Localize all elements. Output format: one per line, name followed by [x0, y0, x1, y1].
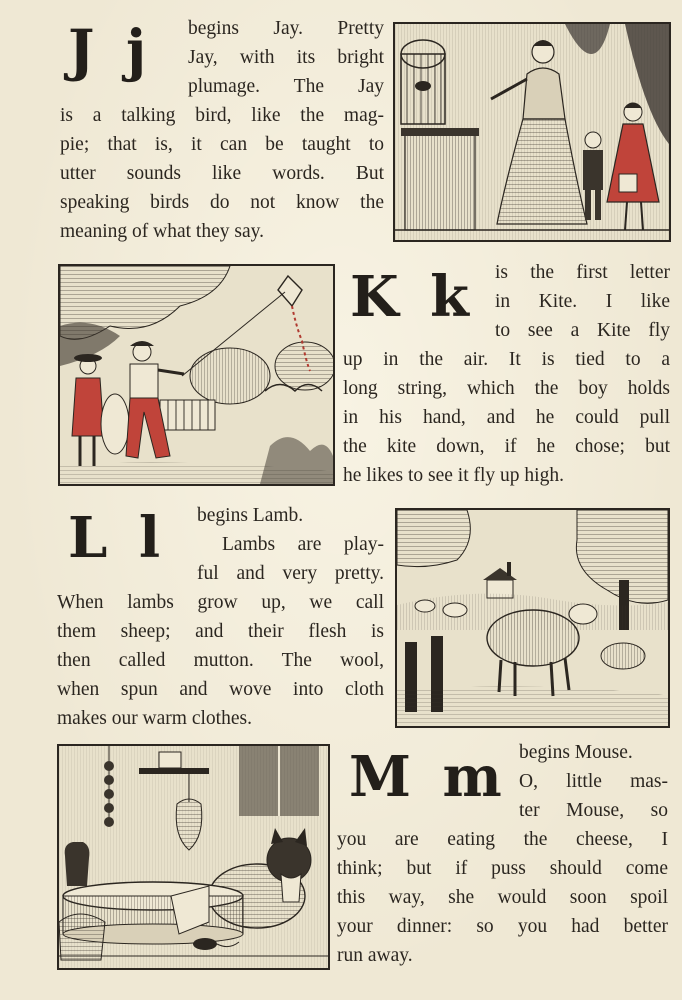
initial-letters-m: M m: [349, 744, 508, 810]
text-line: meaning of what they say.: [60, 221, 264, 242]
engraving-cat-cheese-mouse: [57, 744, 330, 970]
text-line: Jay, with its bright: [188, 47, 384, 68]
initial-letters-k: K k: [350, 264, 475, 330]
text-line: the kite down, if he chose; but: [343, 436, 670, 457]
text-line: plumage. The Jay: [188, 76, 384, 97]
text-line: this way, she would soon spoil: [337, 887, 668, 908]
text-line: up in the air. It is tied to a: [343, 349, 670, 370]
text-line: think; but if puss should come: [337, 858, 668, 879]
text-line: O, little mas-: [519, 771, 668, 792]
text-line: begins Lamb.: [197, 505, 304, 526]
text-line: to see a Kite fly: [495, 320, 670, 341]
text-line: When lambs grow up, we call: [57, 592, 384, 613]
initial-letters-l: L l: [68, 505, 167, 571]
paragraph-l: [57, 501, 384, 733]
text-line: long string, which the boy holds: [343, 378, 670, 399]
text-line: makes our warm clothes.: [57, 708, 252, 729]
text-line: he likes to see it fly up high.: [343, 465, 564, 486]
text-line: your dinner: so you had better: [337, 916, 668, 937]
text-line: run away.: [337, 945, 413, 966]
text-line: is a talking bird, like the mag-: [60, 105, 384, 126]
text-line: begins Mouse.: [519, 742, 633, 763]
text-line: you are eating the cheese, I: [337, 829, 668, 850]
text-line: when spun and wove into cloth: [57, 679, 384, 700]
text-line: ful and very pretty.: [197, 563, 384, 584]
engraving-sheep-in-field: [395, 508, 670, 728]
text-line: then called mutton. The wool,: [57, 650, 384, 671]
text-line: is the first letter: [495, 262, 670, 283]
text-line: speaking birds do not know the: [60, 192, 384, 213]
text-line: begins Jay. Pretty: [188, 18, 384, 39]
text-line: in Kite. I like: [495, 291, 670, 312]
initial-letters-j: J j: [68, 18, 153, 84]
text-line: ter Mouse, so: [519, 800, 668, 821]
paragraph-m: [337, 738, 668, 970]
text-line: them sheep; and their flesh is: [57, 621, 384, 642]
text-line: Lambs are play-: [222, 534, 384, 555]
text-line: in his hand, and he could pull: [343, 407, 670, 428]
paragraph-k: [343, 258, 670, 490]
text-line: utter sounds like words. But: [60, 163, 384, 184]
paragraph-j: [60, 14, 384, 246]
engraving-boys-flying-kite: [58, 264, 335, 486]
engraving-woman-children-birdcage: [393, 22, 671, 242]
text-line: pie; that is, it can be taught to: [60, 134, 384, 155]
